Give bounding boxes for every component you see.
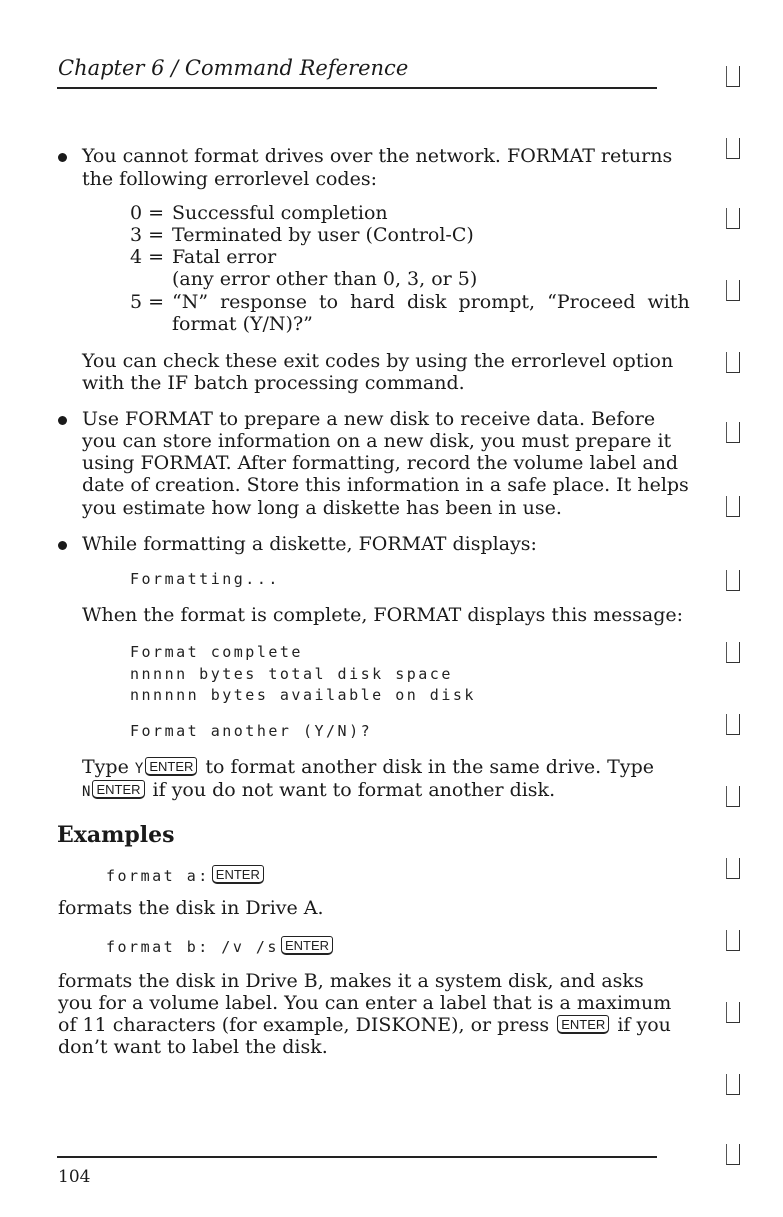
paragraph-line: with the IF batch processing command. [82, 372, 465, 394]
screen-output: nnnnnn bytes available on disk [130, 686, 476, 704]
binding-mark [726, 138, 740, 159]
chapter-header: Chapter 6 / Command Reference [58, 56, 409, 80]
paragraph-line: you can store information on a new disk, you must prepare it [82, 430, 672, 452]
paragraph-line: using FORMAT. After formatting, record the volume label and [82, 452, 679, 474]
section-heading: Examples [57, 822, 175, 848]
text-fragment: if you [617, 1014, 671, 1036]
paragraph-line: don’t want to label the disk. [58, 1036, 328, 1058]
example-command [106, 936, 335, 956]
code-number: 0 = [130, 202, 165, 224]
screen-output: Format complete [130, 643, 303, 661]
binding-mark [726, 714, 740, 735]
footer-rule [57, 1156, 657, 1158]
paragraph-line [82, 756, 654, 781]
paragraph-line: date of creation. Store this information in a safe place. It helps [82, 474, 689, 496]
screen-output: Format another (Y/N)? [130, 722, 373, 740]
example-command [106, 865, 266, 885]
enter-key-icon: ENTER [212, 865, 264, 884]
binding-mark [726, 352, 740, 373]
binding-mark [726, 208, 740, 229]
paragraph-line: formats the disk in Drive B, makes it a system disk, and asks [58, 970, 644, 992]
binding-mark [726, 930, 740, 951]
binding-mark [726, 496, 740, 517]
code-desc: Fatal error [172, 246, 277, 268]
paragraph-line: formats the disk in Drive A. [58, 897, 324, 919]
paragraph-line: you estimate how long a diskette has been in use. [82, 497, 562, 519]
enter-key-icon: ENTER [281, 936, 333, 955]
code-number: 4 = [130, 246, 165, 268]
paragraph-line: You cannot format drives over the network. FORMAT returns [82, 145, 673, 167]
text-fragment: Type [82, 756, 129, 778]
paragraph-line: you for a volume label. You can enter a label that is a maximum [58, 992, 672, 1014]
paragraph-line: Use FORMAT to prepare a new disk to receive data. Before [82, 408, 656, 430]
code-desc: Successful completion [172, 202, 388, 224]
binding-mark [726, 422, 740, 443]
binding-mark [726, 570, 740, 591]
bullet-marker [58, 541, 67, 550]
binding-mark [726, 280, 740, 301]
text-fragment: of 11 characters (for example, DISKONE), or press [58, 1014, 550, 1036]
bullet-marker [58, 153, 67, 162]
code-desc: “N” response to hard disk prompt, “Proceed with [172, 291, 690, 313]
header-rule [57, 87, 657, 89]
screen-output: nnnnn bytes total disk space [130, 665, 453, 683]
paragraph-line: You can check these exit codes by using the errorlevel option [82, 350, 674, 372]
enter-key-icon: ENTER [145, 757, 197, 776]
paragraph-line: While formatting a diskette, FORMAT displays: [82, 533, 537, 555]
paragraph-line: When the format is complete, FORMAT displays this message: [82, 604, 684, 626]
binding-mark [726, 858, 740, 879]
key-char: N [82, 784, 91, 800]
binding-mark [726, 66, 740, 87]
enter-key-icon: ENTER [92, 780, 144, 799]
page-number: 104 [58, 1167, 91, 1187]
text-fragment: to format another disk in the same drive. Type [205, 756, 654, 778]
paragraph-line: the following errorlevel codes: [82, 168, 377, 190]
binding-mark [726, 642, 740, 663]
binding-mark [726, 786, 740, 807]
text-fragment: if you do not want to format another disk. [152, 779, 556, 801]
binding-mark [726, 1074, 740, 1095]
code-desc: Terminated by user (Control-C) [172, 224, 474, 246]
code-number: 3 = [130, 224, 165, 246]
code-desc: format (Y/N)?” [172, 313, 313, 335]
command-text: format b: /v /s [106, 938, 279, 956]
command-text: format a: [106, 867, 210, 885]
key-char: Y [134, 761, 144, 777]
bullet-marker [58, 416, 67, 425]
binding-mark [726, 1144, 740, 1165]
enter-key-icon: ENTER [557, 1015, 609, 1034]
code-desc: (any error other than 0, 3, or 5) [172, 268, 478, 290]
screen-output: Formatting... [130, 570, 280, 588]
paragraph-line [58, 1014, 671, 1037]
paragraph-line [82, 779, 555, 804]
code-number: 5 = [130, 291, 165, 313]
binding-mark [726, 1002, 740, 1023]
